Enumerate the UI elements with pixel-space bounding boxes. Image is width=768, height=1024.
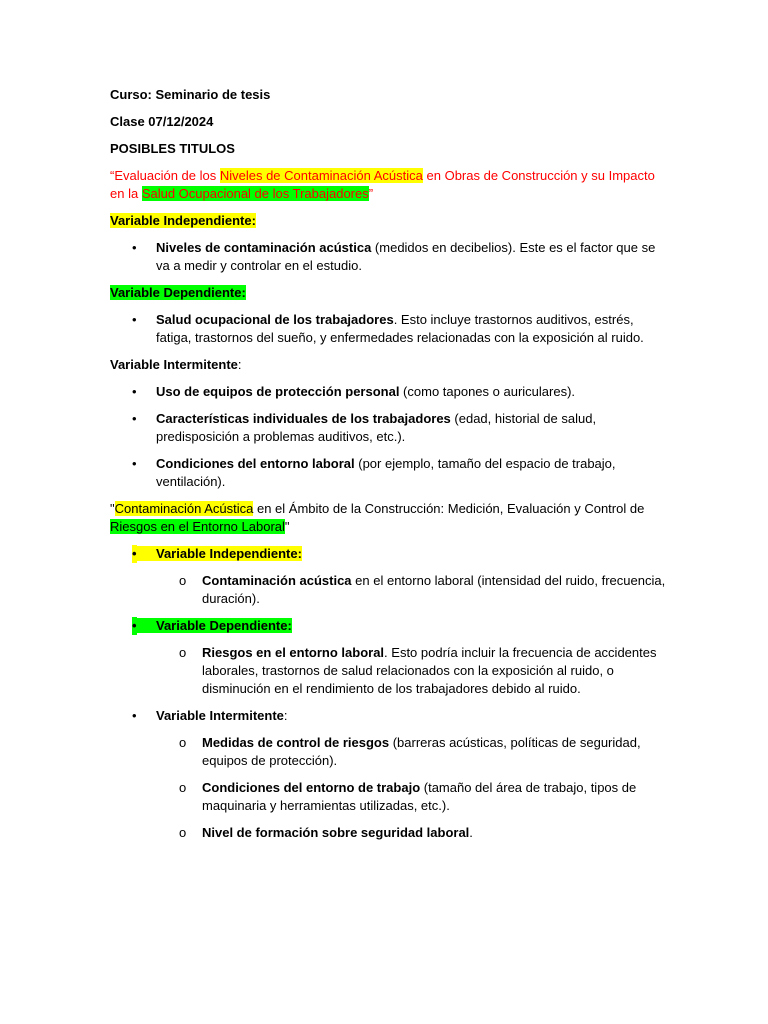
- list-item: [110, 734, 670, 770]
- t1-vint-label: Variable Intermitente: [110, 357, 238, 372]
- t2-vi-label: Variable Independiente:: [132, 546, 302, 561]
- list-item: [110, 779, 670, 815]
- t1-vi-list: [110, 239, 670, 275]
- list-item: [110, 572, 670, 608]
- t2-vd-label-item: [110, 617, 670, 635]
- bullet-icon: •: [132, 240, 137, 255]
- item-text: (medidos en decibelios). Este es el factor que se va a medir y controlar en el estudio.: [156, 240, 656, 273]
- item-bold: Condiciones del entorno de trabajo: [202, 780, 421, 795]
- title-1-highlight-green: Salud Ocupacional de los Trabajadores: [141, 186, 369, 201]
- colon: :: [237, 357, 242, 372]
- title-1-text: ”: [368, 186, 374, 201]
- t2-list: [110, 545, 670, 842]
- title-1-highlight-yellow: Niveles de Contaminación Acústica: [219, 168, 423, 183]
- title-1: [110, 167, 670, 203]
- list-item: [110, 455, 670, 491]
- item-bold: Riesgos en el entorno laboral: [202, 645, 385, 660]
- title-2-text: ": [284, 519, 290, 534]
- circle-bullet-icon: o: [179, 825, 187, 840]
- circle-bullet-icon: o: [179, 573, 187, 588]
- t2-vint-label: Variable Intermitente: [156, 708, 284, 723]
- title-2-text: en el Ámbito de la Construcción: Medición, Evaluación y Control de: [253, 501, 645, 516]
- item-bold: Niveles de contaminación acústica: [156, 240, 372, 255]
- list-item: [110, 311, 670, 347]
- section-heading: POSIBLES TITULOS: [110, 141, 235, 156]
- item-text: (barreras acústicas, políticas de seguridad, equipos de protección).: [202, 735, 641, 768]
- item-bold: Condiciones del entorno laboral: [156, 456, 355, 471]
- item-text: (tamaño del área de trabajo, tipos de maquinaria y herramientas utilizadas, etc.).: [202, 780, 637, 813]
- colon: :: [283, 708, 288, 723]
- item-bold: Contaminación acústica: [202, 573, 352, 588]
- title-1-text: “Evaluación de los: [110, 168, 220, 183]
- item-bold: Salud ocupacional de los trabajadores: [156, 312, 394, 327]
- item-text: .: [469, 825, 473, 840]
- circle-bullet-icon: o: [179, 645, 187, 660]
- t1-vint-list: [110, 383, 670, 491]
- list-item: [110, 383, 670, 401]
- item-text: (como tapones o auriculares).: [399, 384, 576, 399]
- t1-vd-list: [110, 311, 670, 347]
- list-item: [110, 239, 670, 275]
- t1-vi-label: Variable Independiente:: [110, 213, 256, 228]
- item-bold: Características individuales de los trabajadores: [156, 411, 451, 426]
- item-text: . Esto podría incluir la frecuencia de accidentes laborales, trastornos de salud relacionados con la exposición al ruido, o disminución en el rendimiento de los trabajadores debido al ruido.: [202, 645, 657, 696]
- t2-vint-label-item: [110, 707, 670, 725]
- t1-vd-label: Variable Dependiente:: [110, 285, 246, 300]
- title-2-highlight-green: Riesgos en el Entorno Laboral: [110, 519, 285, 534]
- item-bold: Medidas de control de riesgos: [202, 735, 390, 750]
- title-2-text: ": [110, 501, 115, 516]
- t2-vd-label: Variable Dependiente:: [132, 618, 292, 633]
- t2-vi-label-item: [110, 545, 670, 563]
- t1-vd-label-line: [110, 284, 670, 302]
- t1-vint-label-line: [110, 356, 670, 374]
- bullet-icon: •: [132, 411, 137, 426]
- item-bold: Uso de equipos de protección personal: [156, 384, 400, 399]
- item-bold: Nivel de formación sobre seguridad laboral: [202, 825, 470, 840]
- list-item: [110, 410, 670, 446]
- title-2-highlight-yellow: Contaminación Acústica: [114, 501, 254, 516]
- bullet-icon: •: [132, 546, 137, 561]
- list-item: [110, 824, 670, 842]
- t1-vi-label-line: [110, 212, 670, 230]
- bullet-icon: •: [132, 312, 137, 327]
- course-line: Curso: Seminario de tesis: [110, 87, 271, 102]
- list-item: [110, 644, 670, 698]
- document-body: [110, 86, 670, 851]
- item-text: (por ejemplo, tamaño del espacio de trabajo, ventilación).: [156, 456, 616, 489]
- bullet-icon: •: [132, 384, 137, 399]
- bullet-icon: •: [132, 618, 137, 633]
- item-text: (edad, historial de salud, predisposición a problemas auditivos, etc.).: [156, 411, 597, 444]
- bullet-icon: •: [132, 456, 137, 471]
- title-1-text: en Obras de Construcción y su Impacto en la: [110, 168, 655, 201]
- circle-bullet-icon: o: [179, 780, 187, 795]
- item-text: en el entorno laboral (intensidad del ruido, frecuencia, duración).: [202, 573, 666, 606]
- circle-bullet-icon: o: [179, 735, 187, 750]
- title-2: [110, 500, 670, 536]
- item-text: . Esto incluye trastornos auditivos, estrés, fatiga, trastornos del sueño, y enfermedades relacionadas con la exposición al ruido.: [156, 312, 644, 345]
- class-date-line: Clase 07/12/2024: [110, 114, 214, 129]
- bullet-icon: •: [132, 708, 137, 723]
